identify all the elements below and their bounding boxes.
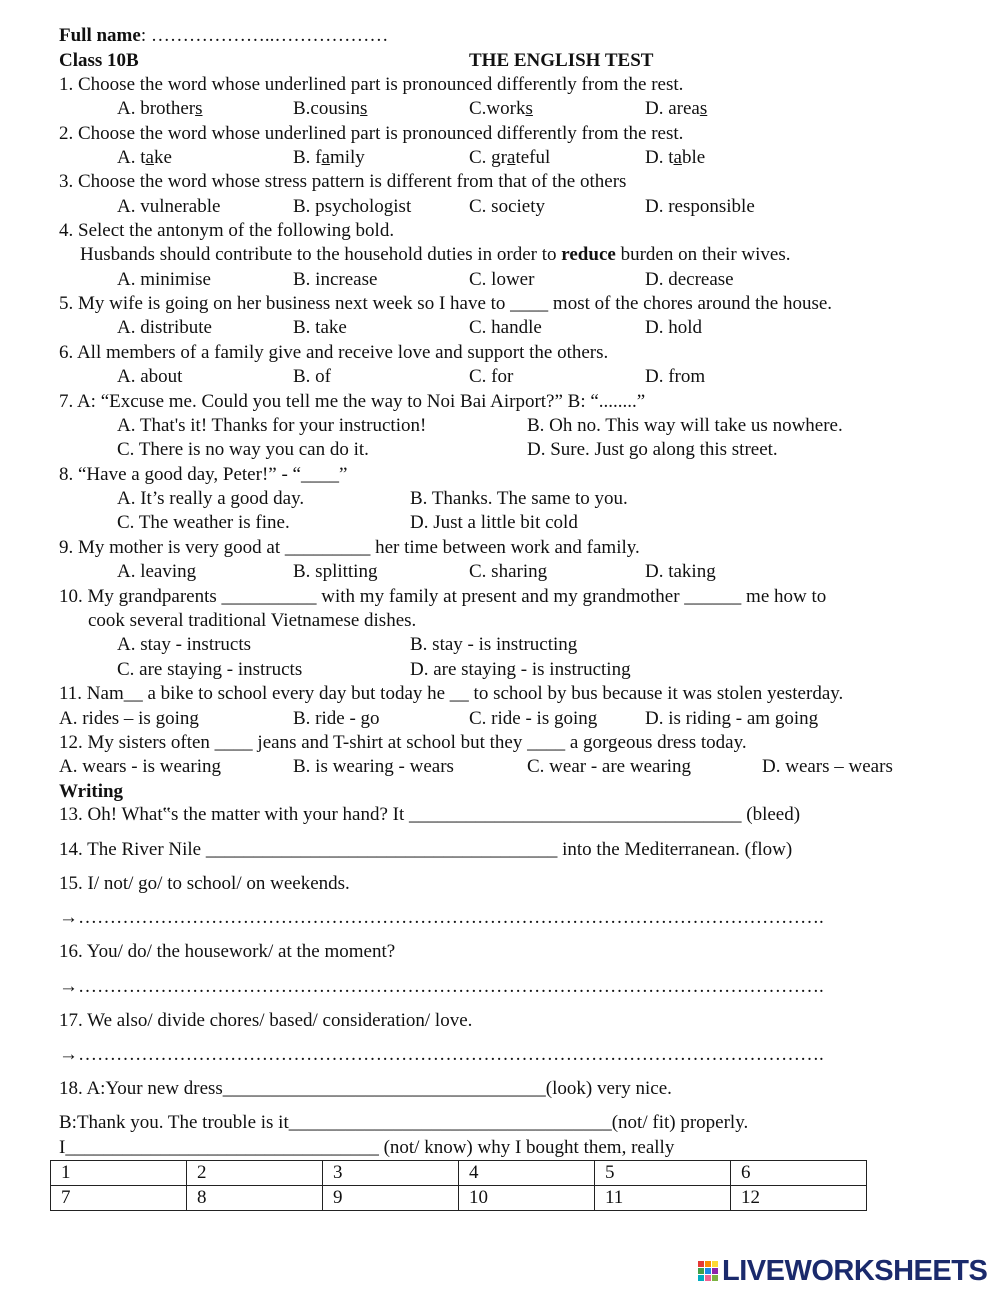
answer-cell-12[interactable]: 12 [731,1186,867,1211]
q2-b-underlined: a [321,147,330,168]
q5-option-c: C. handle [469,317,542,338]
answer-cell-2[interactable]: 2 [187,1161,323,1186]
logo-square-9 [712,1275,718,1281]
q3-option-a: A. vulnerable [117,196,221,217]
q11-option-a: A. rides – is going [59,708,199,729]
q1-b-text: B.cousin [293,98,361,119]
q12-stem: 12. My sisters often ____ jeans and T-shirt at school but they ____ a gorgeous dress today. [59,732,747,753]
q18-line-b: B:Thank you. The trouble is it__________________________________(not/ fit) properly. [59,1112,749,1133]
q4-option-a: A. minimise [117,269,211,290]
q7-stem: 7. A: “Excuse me. Could you tell me the way to Noi Bai Airport?” B: “........” [59,391,646,412]
q1-option-c [469,97,533,121]
q2-a-underlined: a [145,147,154,168]
full-name-dots: : ………………..……………… [140,25,389,46]
answer-cell-9[interactable]: 9 [323,1186,459,1211]
full-name-label: Full name [59,25,141,46]
q2-option-c [469,146,550,170]
q9-option-c: C. sharing [469,561,548,582]
q2-d-post: ble [681,147,706,168]
logo-square-1 [698,1261,704,1267]
q9-option-b: B. splitting [293,561,378,582]
q6-stem: 6. All members of a family give and receive love and support the others. [59,342,609,363]
answer-cell-1[interactable]: 1 [51,1161,187,1186]
q10-option-b: B. stay - is instructing [410,634,578,655]
q2-c-post: teful [515,147,551,168]
q8-option-b: B. Thanks. The same to you. [410,488,628,509]
answer-table-row [51,1161,867,1186]
q6-option-c: C. for [469,366,514,387]
q4-sentence-post: burden on their wives. [615,244,791,265]
q18-line-c: I_________________________________ (not/ know) why I bought them, really [59,1137,675,1158]
q13-text: 13. Oh! What‟s the matter with your hand? It ___________________________________ (bleed) [59,804,801,825]
answer-cell-8[interactable]: 8 [187,1186,323,1211]
logo-square-4 [698,1268,704,1274]
q7-option-a: A. That's it! Thanks for your instruction! [117,415,427,436]
q3-option-b: B. psychologist [293,196,412,217]
answer-cell-11[interactable]: 11 [595,1186,731,1211]
logo-square-5 [705,1268,711,1274]
q5-stem: 5. My wife is going on her business next week so I have to ____ most of the chores around the house. [59,293,833,314]
q2-a-post: ke [153,147,172,168]
q10-stem-line2: cook several traditional Vietnamese dishes. [88,610,417,631]
answer-cell-5[interactable]: 5 [595,1161,731,1186]
q11-option-b: B. ride - go [293,708,380,729]
q4-option-b: B. increase [293,269,378,290]
answer-cell-6[interactable]: 6 [731,1161,867,1186]
q11-option-d: D. is riding - am going [645,708,819,729]
q4-option-c: C. lower [469,269,535,290]
answer-cell-10[interactable]: 10 [459,1186,595,1211]
q2-option-b [293,146,365,170]
q2-c-pre: C. gr [469,147,507,168]
q8-option-d: D. Just a little bit cold [410,512,578,533]
q10-option-d: D. are staying - is instructing [410,659,631,680]
q7-option-d: D. Sure. Just go along this street. [527,439,778,460]
q12-option-d: D. wears – wears [762,756,893,777]
q18-line-a: 18. A:Your new dress__________________________________(look) very nice. [59,1078,672,1099]
q3-option-d: D. responsible [645,196,755,217]
q1-option-a [117,97,203,121]
q6-option-d: D. from [645,366,706,387]
answer-cell-3[interactable]: 3 [323,1161,459,1186]
logo-square-7 [698,1275,704,1281]
q9-option-a: A. leaving [117,561,197,582]
writing-heading: Writing [59,781,124,802]
class-label: Class 10B [59,50,139,71]
q11-stem: 11. Nam__ a bike to school every day but today he __ to school by bus because it was stolen yesterday. [59,683,844,704]
q12-option-c: C. wear - are wearing [527,756,692,777]
q7-option-c: C. There is no way you can do it. [117,439,369,460]
answer-cell-7[interactable]: 7 [51,1186,187,1211]
q17-text: 17. We also/ divide chores/ based/ consideration/ love. [59,1010,473,1031]
q6-option-a: A. about [117,366,183,387]
q9-option-d: D. taking [645,561,716,582]
q15-answer-line[interactable]: →………………………………………………………………………………………………………. [59,907,824,928]
q10-option-a: A. stay - instructs [117,634,252,655]
q2-d-pre: D. t [645,147,674,168]
q1-a-text: A. brother [117,98,196,119]
q4-option-d: D. decrease [645,269,734,290]
logo-square-6 [712,1268,718,1274]
q15-text: 15. I/ not/ go/ to school/ on weekends. [59,873,350,894]
q11-option-c: C. ride - is going [469,708,598,729]
q10-stem-line1: 10. My grandparents __________ with my family at present and my grandmother ______ me how to [59,586,827,607]
q5-option-a: A. distribute [117,317,212,338]
logo-grid-icon [698,1261,718,1281]
q2-option-d [645,146,705,170]
q1-c-underlined: s [525,98,533,119]
q2-a-pre: A. t [117,147,146,168]
q1-a-underlined: s [195,98,203,119]
q4-sentence [80,243,790,267]
q2-b-pre: B. f [293,147,322,168]
q12-option-b: B. is wearing - wears [293,756,454,777]
q14-text: 14. The River Nile _____________________________________ into the Mediterranean. (flow) [59,839,793,860]
q12-option-a: A. wears - is wearing [59,756,221,777]
q16-answer-line[interactable]: →………………………………………………………………………………………………………. [59,976,824,997]
q3-option-c: C. society [469,196,545,217]
q8-stem: 8. “Have a good day, Peter!” - “____” [59,464,348,485]
q4-stem: 4. Select the antonym of the following bold. [59,220,395,241]
logo-square-3 [712,1261,718,1267]
q1-c-text: C.work [469,98,526,119]
q8-option-a: A. It’s really a good day. [117,488,305,509]
q9-stem: 9. My mother is very good at _________ her time between work and family. [59,537,640,558]
answer-table [50,1160,867,1211]
full-name-line [59,24,388,48]
q17-answer-line[interactable]: →………………………………………………………………………………………………………. [59,1044,824,1065]
answer-table-row [51,1186,867,1211]
q1-option-b [293,97,367,121]
logo-text: LIVEWORKSHEETS [722,1254,988,1287]
q7-option-b: B. Oh no. This way will take us nowhere. [527,415,843,436]
q2-stem: 2. Choose the word whose underlined part is pronounced differently from the rest. [59,123,684,144]
q1-option-d [645,97,707,121]
q1-stem: 1. Choose the word whose underlined part is pronounced differently from the rest. [59,74,684,95]
q10-option-c: C. are staying - instructs [117,659,303,680]
q2-option-a [117,146,172,170]
q16-text: 16. You/ do/ the housework/ at the moment? [59,941,396,962]
q5-option-b: B. take [293,317,347,338]
q6-option-b: B. of [293,366,331,387]
answer-cell-4[interactable]: 4 [459,1161,595,1186]
q1-d-text: D. area [645,98,700,119]
q8-option-c: C. The weather is fine. [117,512,290,533]
q3-stem: 3. Choose the word whose stress pattern is different from that of the others [59,171,627,192]
q2-d-underlined: a [673,147,682,168]
test-title: THE ENGLISH TEST [469,50,654,71]
logo-square-2 [705,1261,711,1267]
liveworksheets-logo [698,1256,987,1286]
q1-d-underlined: s [699,98,708,119]
q4-sentence-pre: Husbands should contribute to the household duties in order to [80,244,562,265]
q2-c-underlined: a [507,147,516,168]
q2-b-post: mily [329,147,365,168]
q4-bold-word: reduce [561,244,616,265]
q5-option-d: D. hold [645,317,702,338]
q1-b-underlined: s [360,98,368,119]
logo-square-8 [705,1275,711,1281]
